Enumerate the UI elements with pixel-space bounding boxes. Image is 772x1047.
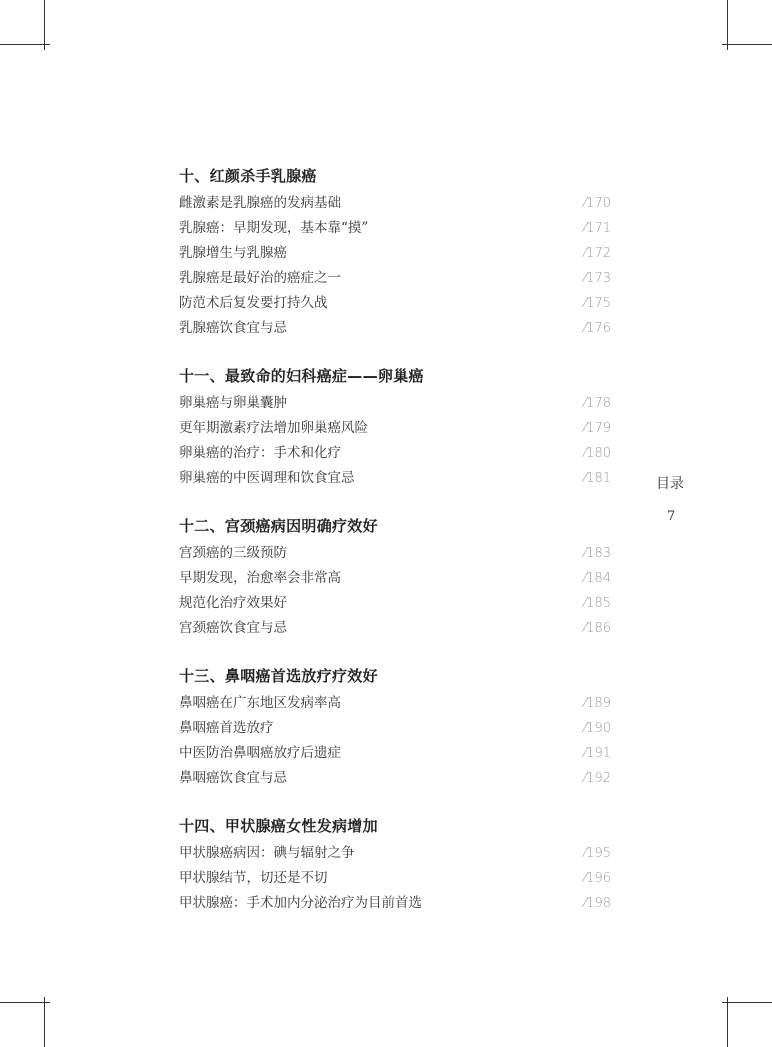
entry-text: 甲状腺癌：手术加内分泌治疗为目前首选: [179, 895, 422, 911]
entry-page: ⁄170: [584, 196, 611, 211]
entry-text: 雌激素是乳腺癌的发病基础: [179, 195, 341, 211]
entry-text: 甲状腺癌病因：碘与辐射之争: [179, 845, 355, 861]
toc-entry[interactable]: [179, 391, 611, 416]
toc-entry[interactable]: [179, 841, 611, 866]
entry-text: 乳腺癌是最好治的癌症之一: [179, 270, 341, 286]
entry-page: ⁄196: [584, 871, 611, 886]
crop-mark-tl-v: [44, 0, 45, 50]
section-title: 十二、宫颈癌病因明确疗效好: [179, 517, 378, 535]
entry-text: 宫颈癌的三级预防: [179, 545, 287, 561]
toc-entry[interactable]: [179, 716, 611, 741]
toc-entry[interactable]: [179, 191, 611, 216]
toc-entry[interactable]: [179, 741, 611, 766]
section-title: 十一、最致命的妇科癌症——卵巢癌: [179, 367, 424, 385]
crop-mark-tr-h: [722, 44, 772, 45]
entry-text: 鼻咽癌饮食宜与忌: [179, 770, 287, 786]
entry-page: ⁄190: [584, 721, 611, 736]
entry-text: 更年期激素疗法增加卵巢癌风险: [179, 420, 368, 436]
toc-section-13: [179, 664, 611, 791]
entry-text: 中医防治鼻咽癌放疗后遗症: [179, 745, 341, 761]
entry-page: ⁄198: [584, 896, 611, 911]
toc-entry[interactable]: [179, 591, 611, 616]
entry-text: 鼻咽癌首选放疗: [179, 720, 274, 736]
side-section-label: 目录: [656, 476, 684, 492]
entry-page: ⁄172: [584, 246, 611, 261]
toc-entry[interactable]: [179, 316, 611, 341]
crop-mark-tl-h: [0, 44, 50, 45]
toc-section-12: [179, 514, 611, 641]
entry-text: 卵巢癌的中医调理和饮食宜忌: [179, 470, 355, 486]
toc-section-11: [179, 364, 611, 491]
crop-mark-tr-v: [727, 0, 728, 50]
entry-page: ⁄191: [584, 746, 611, 761]
entry-page: ⁄195: [584, 846, 611, 861]
entry-page: ⁄186: [584, 621, 611, 636]
crop-mark-bl-h: [0, 1002, 50, 1003]
toc-entry[interactable]: [179, 866, 611, 891]
entry-page: ⁄173: [584, 271, 611, 286]
entry-text: 防范术后复发要打持久战: [179, 295, 328, 311]
toc-entry[interactable]: [179, 241, 611, 266]
toc-entry[interactable]: [179, 541, 611, 566]
entry-text: 鼻咽癌在广东地区发病率高: [179, 695, 341, 711]
crop-mark-bl-v: [44, 997, 45, 1047]
entry-text: 规范化治疗效果好: [179, 595, 287, 611]
entry-text: 甲状腺结节，切还是不切: [179, 870, 328, 886]
toc-entry[interactable]: [179, 691, 611, 716]
toc-entry[interactable]: [179, 766, 611, 791]
toc-entry[interactable]: [179, 216, 611, 241]
toc-entry[interactable]: [179, 291, 611, 316]
entry-page: ⁄180: [584, 446, 611, 461]
entry-page: ⁄179: [584, 421, 611, 436]
toc-section-14: [179, 814, 611, 916]
toc-entry[interactable]: [179, 441, 611, 466]
toc-section-10: [179, 164, 611, 341]
entry-page: ⁄171: [584, 221, 611, 236]
toc-entry[interactable]: [179, 466, 611, 491]
entry-text: 乳腺癌饮食宜与忌: [179, 320, 287, 336]
section-title: 十三、鼻咽癌首选放疗疗效好: [179, 667, 378, 685]
page-number: 7: [667, 509, 676, 524]
entry-page: ⁄192: [584, 771, 611, 786]
section-title: 十四、甲状腺癌女性发病增加: [179, 817, 378, 835]
toc-entry[interactable]: [179, 891, 611, 916]
entry-text: 卵巢癌的治疗：手术和化疗: [179, 445, 341, 461]
entry-page: ⁄178: [584, 396, 611, 411]
entry-page: ⁄183: [584, 546, 611, 561]
entry-page: ⁄176: [584, 321, 611, 336]
section-title: 十、红颜杀手乳腺癌: [179, 167, 317, 185]
toc-entry[interactable]: [179, 416, 611, 441]
toc-entry[interactable]: [179, 566, 611, 591]
entry-text: 乳腺癌：早期发现，基本靠“摸”: [179, 220, 369, 236]
entry-page: ⁄175: [584, 296, 611, 311]
entry-page: ⁄185: [584, 596, 611, 611]
entry-text: 乳腺增生与乳腺癌: [179, 245, 287, 261]
entry-text: 卵巢癌与卵巢囊肿: [179, 395, 287, 411]
entry-page: ⁄184: [584, 571, 611, 586]
entry-text: 早期发现，治愈率会非常高: [179, 570, 341, 586]
crop-mark-br-v: [727, 997, 728, 1047]
entry-page: ⁄181: [584, 471, 611, 486]
entry-page: ⁄189: [584, 696, 611, 711]
toc-entry[interactable]: [179, 266, 611, 291]
toc-entry[interactable]: [179, 616, 611, 641]
crop-mark-br-h: [722, 1002, 772, 1003]
entry-text: 宫颈癌饮食宜与忌: [179, 620, 287, 636]
